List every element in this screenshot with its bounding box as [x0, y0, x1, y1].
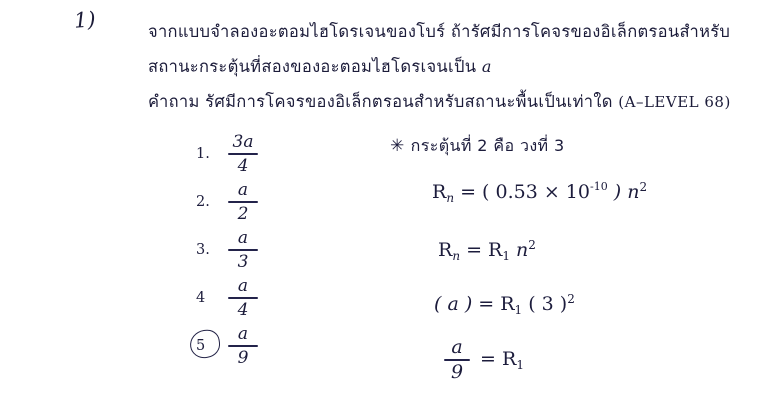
choice-1-numerator: 3a — [232, 132, 254, 152]
eq1-rhs-prefix: = ( 0.53 × 10 — [460, 181, 590, 203]
eq3-rhs-sub: 1 — [514, 303, 523, 317]
question-number: 1) — [73, 7, 97, 33]
fraction-bar — [228, 249, 258, 251]
eq2-rhs: = R — [466, 239, 503, 261]
eq2-lhs-sub: n — [452, 249, 461, 263]
question-stem — [148, 14, 738, 120]
choice-1[interactable] — [196, 132, 346, 180]
stem-line-2 — [148, 49, 738, 84]
choice-5-denominator: 9 — [237, 347, 249, 368]
choice-5-label: 5 — [196, 338, 206, 354]
work-equation-4 — [440, 338, 524, 382]
eq1-rhs-suffix: ) n — [607, 181, 640, 203]
choice-list — [196, 132, 346, 372]
exam-reference: (A–LEVEL 68) — [618, 93, 731, 111]
choice-2-numerator: a — [237, 180, 249, 200]
work-equation-3 — [434, 292, 575, 317]
choice-3-label: 3. — [196, 242, 210, 258]
choice-5[interactable] — [196, 324, 346, 372]
eq2-rhs-sub: 1 — [502, 249, 510, 263]
eq2-tail: n — [510, 239, 529, 261]
eq1-exponent: -10 — [590, 180, 608, 193]
choice-3-denominator: 3 — [237, 251, 249, 272]
eq3-tail: ( 3 ) — [522, 293, 568, 315]
eq2-power: 2 — [528, 238, 536, 252]
eq3-power: 2 — [567, 292, 575, 306]
choice-4-numerator: a — [237, 276, 249, 296]
choice-4-value — [222, 276, 264, 320]
eq1-power: 2 — [639, 180, 648, 194]
choice-2-label: 2. — [196, 194, 210, 210]
choice-3[interactable] — [196, 228, 346, 276]
choice-4[interactable] — [196, 276, 346, 324]
stem-line-3 — [148, 84, 738, 120]
eq4-rhs-sub: 1 — [516, 357, 524, 372]
stem-variable: a — [481, 57, 492, 76]
eq3-rhs: = R — [478, 293, 515, 315]
choice-2[interactable] — [196, 180, 346, 228]
eq4-fraction — [444, 338, 470, 382]
stem-line-2-text: สถานะกระตุ้นที่สองของอะตอมไฮโดรเจนเป็น — [148, 57, 482, 76]
eq4-denominator: 9 — [450, 360, 464, 383]
eq4-rhs: = R — [480, 347, 517, 370]
eq4-numerator: a — [451, 336, 463, 358]
work-equation-2 — [438, 238, 536, 263]
choice-1-value — [222, 132, 264, 176]
choice-4-label: 4 — [196, 290, 206, 306]
work-equation-1 — [432, 180, 647, 205]
eq2-lhs: R — [438, 239, 453, 261]
choice-4-denominator: 4 — [237, 299, 249, 320]
fraction-bar — [228, 297, 258, 299]
fraction-bar — [228, 153, 258, 155]
choice-5-numerator: a — [237, 324, 249, 344]
eq1-lhs-sub: n — [446, 191, 455, 205]
choice-5-value — [222, 324, 264, 368]
choice-3-value — [222, 228, 264, 272]
eq3-lhs: ( a ) — [434, 293, 473, 315]
eq1-lhs: R — [432, 181, 447, 203]
work-note-text: กระตุ้นที่ 2 คือ วงที่ 3 — [410, 136, 565, 155]
asterisk-icon: ✳ — [390, 136, 405, 156]
choice-1-label: 1. — [196, 146, 210, 162]
choice-2-value — [222, 180, 264, 224]
choice-1-denominator: 4 — [237, 155, 249, 176]
choice-2-denominator: 2 — [237, 203, 249, 224]
fraction-bar — [228, 345, 258, 347]
stem-line-3-text: คำถาม รัศมีการโคจรของอิเล็กตรอนสำหรับสถานะพื้นเป็นเท่าใด — [148, 92, 619, 111]
choice-3-numerator: a — [237, 228, 249, 248]
work-note — [390, 134, 565, 159]
stem-line-1: จากแบบจำลองอะตอมไฮโดรเจนของโบร์ ถ้ารัศมีการโคจรของอิเล็กตรอนสำหรับ — [148, 22, 731, 41]
fraction-bar — [228, 201, 258, 203]
